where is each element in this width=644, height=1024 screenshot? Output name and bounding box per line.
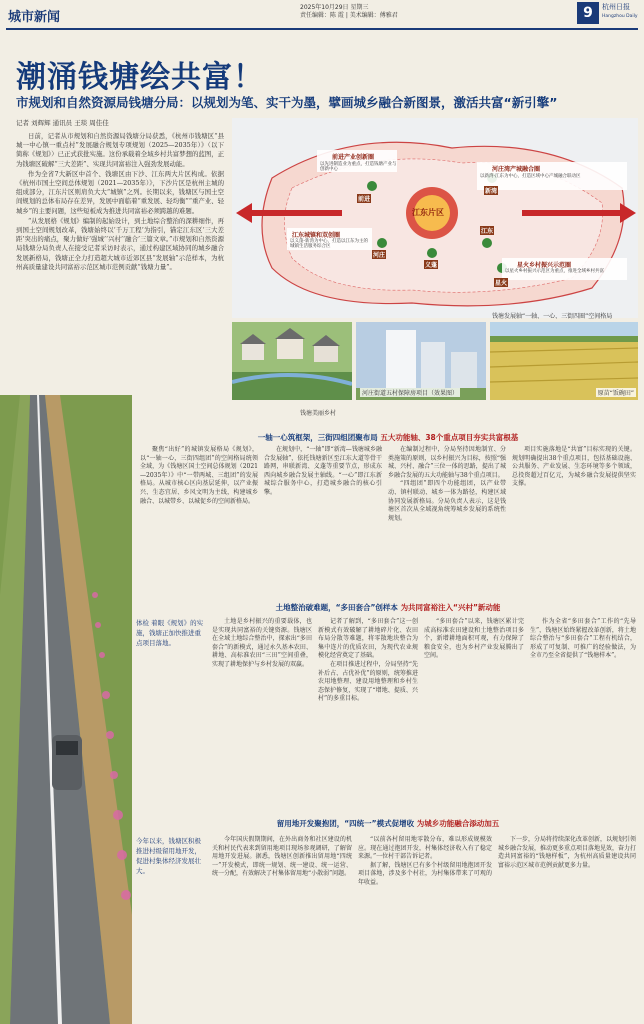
map-node: 江东 — [481, 228, 494, 235]
map-node-desc: 以新湾-江东为中心，打造区域中心产城融合联动区 — [480, 174, 581, 179]
section-title-post: 为城乡功能融合添动加五 — [416, 819, 500, 828]
section-title — [140, 602, 636, 613]
map-node-desc: 以义蓬-新湾为中心，打造以江东为主的城镇生活服务综合区 — [290, 239, 369, 249]
paragraph: “四组团”即四个功能组团，以产业带动、镇村联动、城乡一体为路径，构建区域协同发展新格局。分局负责人表示，这是钱塘区首次从全域视角统筹城乡发展的系统性规划。 — [388, 480, 506, 522]
paper-name-en: Hangzhou Daily — [602, 14, 638, 19]
road-image — [0, 395, 132, 1024]
paragraph: “多田套合”以来，钱塘区累计完成高标准农田建设和土地整治项目多个，新增耕地面积可观，有力保障了粮食安全，也为乡村产业发展腾出了空间。 — [424, 618, 524, 660]
text-column — [318, 618, 418, 704]
map-graphic — [232, 118, 638, 318]
section-title-post: 五大功能轴、38个重点项目夯实共富根基 — [380, 433, 519, 442]
paper-name-cn: 杭州日报 — [602, 3, 630, 11]
photo-caption: 原苗“饭碗田” — [597, 390, 634, 397]
text-column — [498, 836, 636, 870]
village-photo — [232, 322, 352, 400]
map-legend-left: 江东城镇和双创圈 — [292, 232, 341, 239]
paragraph: 作为全省“多田套合”工作的“先导生”，钱塘区始终紧握改革创新，将土地综合整治与“多田套合”工程有机结合，形成了可复制、可推广的经验做法，为全市乃至全省提供了“钱塘样本”。 — [530, 618, 636, 660]
pull-quote: 今年以来，钱塘区积极推进村级留用地开发，促进村集体经济发展壮大。 — [136, 837, 201, 875]
map-center-label: 江东片区 — [412, 208, 444, 217]
map-node: 义蓬 — [425, 262, 438, 269]
paragraph: 在规划中，“一轴”即“新湾—钱塘城乡融合发展轴”，依托钱塘新区至江东大道等骨干路网，串联新湾、义蓬等重要节点，形成东西向城乡融合发展主轴线。“一心”即江东新城综合服务中心，打造城乡融合的核心引擎。 — [264, 446, 382, 496]
housing-photo — [356, 322, 486, 400]
map-node: 前进 — [358, 196, 371, 203]
text-column — [512, 446, 636, 489]
paragraph: 下一步，分局将持续深化改革创新，以规划引领城乡融合发展，推动更多重点项目落地见效，奋力打造共同富裕的“钱塘样板”，为杭州高质量建设共同富裕示范区城市范例贡献更多力量。 — [498, 836, 637, 869]
map-node: 新湾 — [485, 188, 498, 195]
paragraph: 记者了解到，“多田套合”这一创新模式有效破解了耕地碎片化、农田布局分散等难题，将零散地块整合为集中连片的优质农田，为现代农业规模化经营奠定了基础。 — [318, 618, 418, 660]
text-column — [140, 446, 258, 506]
development-map — [232, 118, 638, 318]
lead-paragraph: 作为全省7大新区中首个、钱塘区由下沙、江东两大片区构成。依据《杭州市国土空间总体规划（2021—2035年）》，下沙片区是杭州主城的组成部分，江东片区则肩负大大“城镇”之列。长期以来，钱塘区与国土空间规划的总体布局存在差异，发展中面临着“重发展、轻均衡”“重产业、轻城乡”的主要问题，这些短板成为推进共同富裕必须跨越的难题。 — [16, 169, 224, 215]
subheadline: 市规划和自然资源局钱塘分局：以规划为笔、实干为墨，擘画城乡融合新图景，激活共富“新引擎” — [16, 95, 558, 110]
paragraph: 聚焦“出好”的城镇发展格局《规划》，以“一轴一心，三街四组团”的空间格局统领全域，为《钱塘区国土空间总体规划（2021—2035年）》中“一带两城、三组团”的发展格局。从城市核心区向基层延伸，以产业振兴、生态宜居、乡风文明为主线，构建城乡融合、以城带乡、以城促乡的空间新格局。 — [140, 446, 258, 505]
paragraph: 据了解，钱塘区已有多个村级留用地抱团开发项目落地，涉及多个村社，为村集体带来了可观的年收益。 — [358, 861, 492, 886]
masthead-meta — [300, 4, 560, 20]
photo-strip — [232, 322, 638, 402]
road-photo — [0, 395, 132, 1024]
text-column — [424, 618, 524, 661]
section-title — [140, 432, 636, 443]
section-title — [140, 818, 636, 829]
byline: 记者 刘辉辉 通讯员 王琰 周佳佳 — [16, 119, 109, 127]
text-column — [212, 618, 312, 670]
map-legend-top: 前进产业创新圈 — [332, 154, 375, 161]
text-column — [530, 618, 636, 661]
paper-name — [602, 3, 638, 21]
village-image — [232, 322, 352, 400]
page-number: 9 — [577, 2, 599, 24]
paragraph: 今年国庆假期期间，在外出商务和社区建设的机关和村民代表来到留用地项目现场参观调研，了解留用地开发进展。据悉，钱塘区创新推出留用地“四统一”开发模式，即统一规划、统一建设、统一运营、统一分配，有效解决了村集体留用地“小散弱”问题。 — [212, 836, 352, 878]
rice-field-photo — [490, 322, 638, 400]
headline: 潮涌钱塘绘共富！ — [16, 60, 264, 95]
section-title-pre: 留用地开发聚抱团，“四统一”模式促增收 — [276, 819, 415, 828]
text-column — [264, 446, 382, 498]
text-column — [388, 446, 506, 523]
map-node: 星火 — [495, 280, 508, 287]
masthead-rule — [6, 28, 638, 30]
paragraph: 在编制过程中，分局坚持因地制宜、分类施策的原则，以乡村振兴为目标，按照“强城、兴村、融合”三位一体的思路，提出了城乡融合发展的五大功能轴与38个重点项目。 — [388, 446, 506, 479]
text-column — [358, 836, 492, 888]
photo-caption: 河庄街道五村保障房项目（效果图） — [362, 390, 459, 397]
map-legend-right-top: 河庄湾产城融合圈 — [492, 166, 541, 173]
lead-text — [16, 132, 224, 273]
pull-quote: 体检 着眼《规划》的实施，钱塘正加快推进重点项目落地。 — [136, 619, 204, 647]
section-title-pre: 一轴一心筑框架，三街四组团聚布局 — [257, 433, 378, 442]
lead-paragraph: “从发展格《规划》编制的起始设计，到土地综合整治的深耕细作，再到国土空间规划改革，钱塘始终以‘千万工程’为指引，锚定江东区‘三大差距’突出的痛点，聚力做好‘强城’‘兴村’‘融合’三篇文章。”市规划和自然资源局钱塘分局负责人在接受记者采访时表示，通过构建区域协同的城乡融合发展新格局，钱塘正全力打造超大城市近郊区县“发展轴”示范样本，为杭州高质量建设共同富裕示范区城市范例贡献“钱塘力量”。 — [16, 216, 224, 271]
lead-paragraph: 日前，记者从市规划和自然资源局钱塘分局获悉，《杭州市钱塘区“县城一中心镇一重点村”发展融合规划专项规划（2025—2035年）》（以下简称《规划》）已正式获批实施。这份承载着全域乡村共富梦想的蓝图，正为钱塘区破解“三大差距”、实现共同富裕注入强劲发展动能。 — [16, 132, 224, 168]
section-title-pre: 土地整治破难题，“多田套合”创样本 — [275, 603, 398, 612]
section-title-post: 为共同富裕注入“兴村”新动能 — [400, 603, 501, 612]
map-node-desc: 以星火乡村振兴示范区为重点，推进全域乡村共富 — [505, 269, 604, 274]
paragraph: 项目实施落地是“共富”目标实现的关键。规划明确提出38个重点项目，包括基础设施、公共服务、产业发展、生态环境等多个领域，总投资超过百亿元，为城乡融合发展提供坚实支撑。 — [512, 446, 636, 488]
map-legend-right: 星火乡村振兴示范圈 — [517, 262, 572, 269]
map-node: 河庄 — [373, 252, 386, 259]
map-node-desc: 以先进制造业为重点，打造钱塘产业与创新中心 — [320, 162, 397, 172]
paragraph: “以前各村留用地零散分布，难以形成规模效应。现在通过抱团开发，村集体经济收入有了稳定来源。”一位村干部告诉记者。 — [358, 836, 492, 861]
photo-caption: 钱塘美丽乡村 — [300, 410, 337, 417]
paragraph: 在项目推进过程中，分局坚持“先补后占、占优补优”的原则，统筹推进农用地整理、建设用地整理和乡村生态保护修复，实现了“增地、提质、兴村”的多重目标。 — [318, 660, 418, 703]
issue-date: 2025年10月29日 星期三 — [300, 4, 369, 11]
map-caption: 钱塘发展轴“一轴、一心、三街四圈”空间格局 — [492, 313, 613, 320]
section-label: 城市新闻 — [8, 10, 61, 25]
text-column — [212, 836, 352, 879]
paragraph: 土地是乡村振兴的重要载体，也是实现共同富裕的关键资源。钱塘区在全域土地综合整治中，探索出“多田套合”的新模式，通过永久基本农田、耕地、高标准农田“三田”空间重叠，实现了耕地保护与乡村发展的双赢。 — [212, 618, 312, 668]
editor-credit: 责任编辑：陈 霞 | 美术编辑：傅雅君 — [300, 12, 398, 19]
